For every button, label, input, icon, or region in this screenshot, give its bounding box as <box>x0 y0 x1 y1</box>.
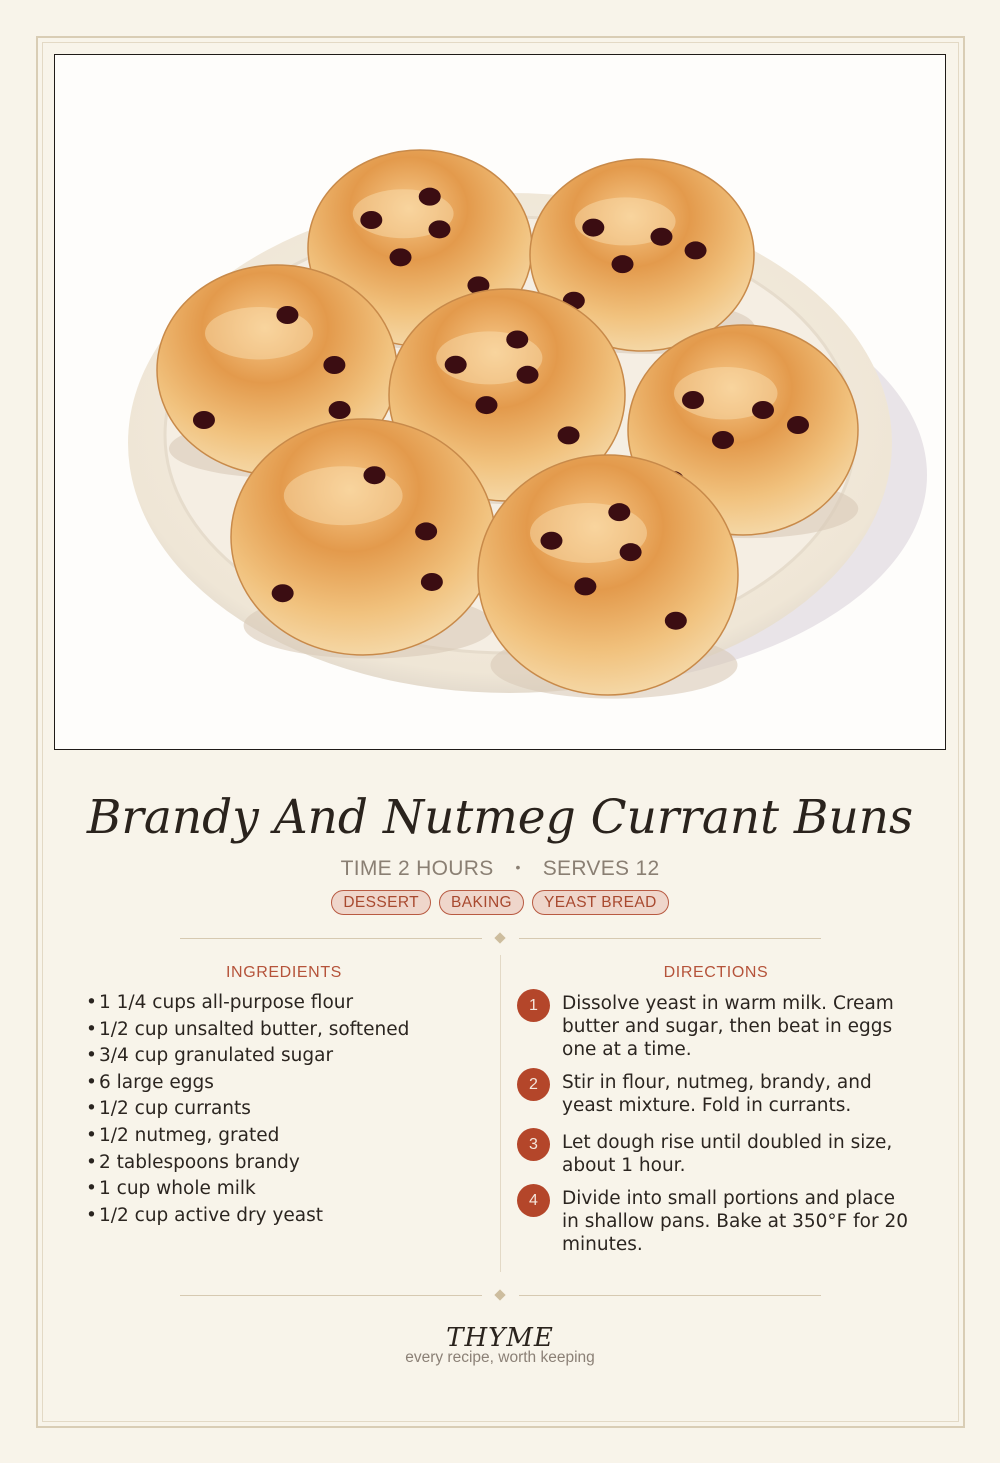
tag-yeast-bread[interactable]: YEAST BREAD <box>532 890 669 915</box>
brand-tagline: every recipe, worth keeping <box>405 1349 595 1366</box>
currant <box>752 401 774 419</box>
ingredient-item: • 1/2 cup active dry yeast <box>86 1204 324 1226</box>
recipe-photo <box>54 54 946 750</box>
ingredients-heading: INGREDIENTS <box>226 964 342 981</box>
currant <box>428 220 450 238</box>
top-divider <box>180 931 821 945</box>
currant <box>323 356 345 374</box>
recipe-meta <box>0 857 1000 881</box>
ingredient-item: • 3/4 cup granulated sugar <box>86 1045 334 1067</box>
currant <box>415 522 437 540</box>
step-text: Divide into small portions and place in shallow pans. Bake at 350°F for 20 minutes. <box>562 1188 909 1255</box>
currant <box>540 532 562 550</box>
bottom-divider <box>180 1288 821 1302</box>
tag-dessert[interactable]: DESSERT <box>331 890 431 915</box>
step-text: Dissolve yeast in warm milk. Cream butter and sugar, then beat in eggs one at a time. <box>562 993 894 1060</box>
currant <box>558 426 580 444</box>
currant-buns-illustration <box>55 55 946 750</box>
meta-separator: • <box>515 859 521 875</box>
step-number-badge: 4 <box>517 1184 550 1217</box>
currant <box>421 573 443 591</box>
ingredient-item: • 1/2 cup currants <box>86 1098 251 1120</box>
directions-heading: DIRECTIONS <box>663 964 769 981</box>
brand-logo: THYME <box>446 1323 554 1353</box>
ingredient-item: • 6 large eggs <box>86 1071 214 1093</box>
column-divider <box>500 955 501 1272</box>
currant <box>419 188 441 206</box>
bun <box>231 419 495 655</box>
ingredient-item: • 1/2 nutmeg, grated <box>86 1124 280 1146</box>
currant <box>612 255 634 273</box>
step-number-badge: 2 <box>517 1068 550 1101</box>
currant <box>620 543 642 561</box>
currant <box>608 503 630 521</box>
recipe-serves: SERVES 12 <box>542 857 660 880</box>
diamond-ornament-icon <box>494 932 505 943</box>
ingredient-item: • 1 cup whole milk <box>86 1178 256 1200</box>
currant <box>712 431 734 449</box>
recipe-title: Brandy And Nutmeg Currant Buns <box>86 790 914 845</box>
currant <box>682 391 704 409</box>
currant <box>276 306 298 324</box>
currant <box>329 401 351 419</box>
tag-list <box>0 890 1000 915</box>
ingredient-item: • 2 tablespoons brandy <box>86 1151 300 1173</box>
currant <box>574 577 596 595</box>
ingredients-list <box>86 990 409 1229</box>
currant <box>787 416 809 434</box>
step-number-badge: 1 <box>517 989 550 1022</box>
step-text: Let dough rise until doubled in size, about 1 hour. <box>562 1132 893 1176</box>
ingredient-item: • 1/2 cup unsalted butter, softened <box>86 1018 410 1040</box>
currant <box>650 228 672 246</box>
currant <box>363 466 385 484</box>
currant <box>272 584 294 602</box>
currant <box>445 356 467 374</box>
currant <box>506 330 528 348</box>
currant <box>390 248 412 266</box>
tag-baking[interactable]: BAKING <box>439 890 524 915</box>
currant <box>360 211 382 229</box>
currant <box>475 396 497 414</box>
currant <box>685 241 707 259</box>
recipe-time: TIME 2 HOURS <box>340 857 494 880</box>
step-number-badge: 3 <box>517 1128 550 1161</box>
currant <box>582 219 604 237</box>
ingredient-item: • 1 1/4 cups all-purpose flour <box>86 992 354 1013</box>
currant <box>517 366 539 384</box>
step-text: Stir in flour, nutmeg, brandy, and yeast mixture. Fold in currants. <box>562 1072 872 1116</box>
currant <box>665 612 687 630</box>
currant <box>193 411 215 429</box>
bun <box>478 455 738 695</box>
diamond-ornament-icon <box>494 1289 505 1300</box>
